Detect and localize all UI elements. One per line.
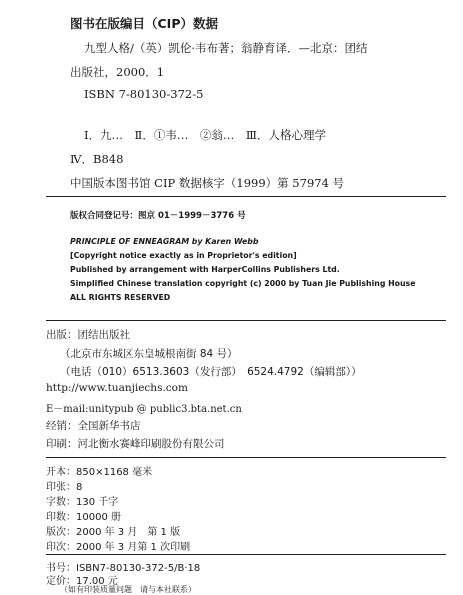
spec-edition: 版次：2000 年 3 月 第 1 版: [46, 527, 181, 538]
english-translation-copyright: Simplified Chinese translation copyright (c) 2000 by Tuan Jie Publishing House: [70, 279, 416, 288]
divider-middle: [46, 320, 446, 321]
spec-sheets: 印张：8: [46, 482, 83, 493]
divider-top: [46, 196, 446, 197]
cip-heading: 图书在版编目（CIP）数据: [70, 16, 218, 31]
footer-note: （如有印装质量问题 请与本社联系）: [60, 585, 196, 594]
cip-classification: Ⅰ．九… Ⅱ．①韦… ②翁… Ⅲ．人格心理学: [84, 128, 326, 142]
cip-entry-line-1: 九型人格/（英）凯伦·韦布著；翁静育译．—北京：团结: [84, 41, 368, 55]
divider-bottom: [46, 554, 446, 555]
cip-entry-line-2: 出版社，2000．1: [70, 65, 165, 79]
cip-data-number: 中国版本图书馆 CIP 数据核字（1999）第 57974 号: [70, 176, 345, 190]
publisher-phone: （电话（010）6513.3603（发行部） 6524.4792（编辑部））: [60, 366, 362, 378]
spec-format: 开本：850×1168 毫米: [46, 467, 153, 478]
printer: 印刷：河北衡水赛峰印刷股份有限公司: [46, 438, 225, 450]
publisher-website: http://www.tuanjiechs.com: [46, 382, 188, 394]
cip-classification-code: Ⅳ．B848: [70, 152, 124, 166]
price: 定价：17.00 元: [46, 576, 118, 587]
english-title-line: PRINCIPLE OF ENNEAGRAM by Karen Webb: [70, 237, 259, 246]
distributor: 经销：全国新华书店: [46, 420, 141, 432]
divider-lower: [46, 457, 446, 458]
english-arrangement: Published by arrangement with HarperCollins Publishers Ltd.: [70, 265, 340, 274]
publisher-address: （北京市东城区东皇城根南街 84 号）: [60, 348, 238, 360]
english-rights-reserved: ALL RIGHTS RESERVED: [70, 293, 171, 302]
english-copyright-notice: [Copyright notice exactly as in Proprietor's edition]: [70, 251, 297, 260]
book-number: 书号：ISBN7-80130-372-5/B·18: [46, 563, 201, 574]
spec-printing: 印次：2000 年 3 月第 1 次印刷: [46, 542, 191, 553]
spec-word-count: 字数：130 千字: [46, 497, 119, 508]
copyright-registration: 版权合同登记号：图京 01－1999－3776 号: [70, 211, 246, 221]
cip-isbn: ISBN 7-80130-372-5: [84, 87, 204, 101]
spec-print-run: 印数：10000 册: [46, 512, 121, 523]
publisher-name: 出版：团结出版社: [46, 329, 130, 341]
publisher-email: E－mail:unitypub @ public3.bta.net.cn: [46, 404, 242, 415]
